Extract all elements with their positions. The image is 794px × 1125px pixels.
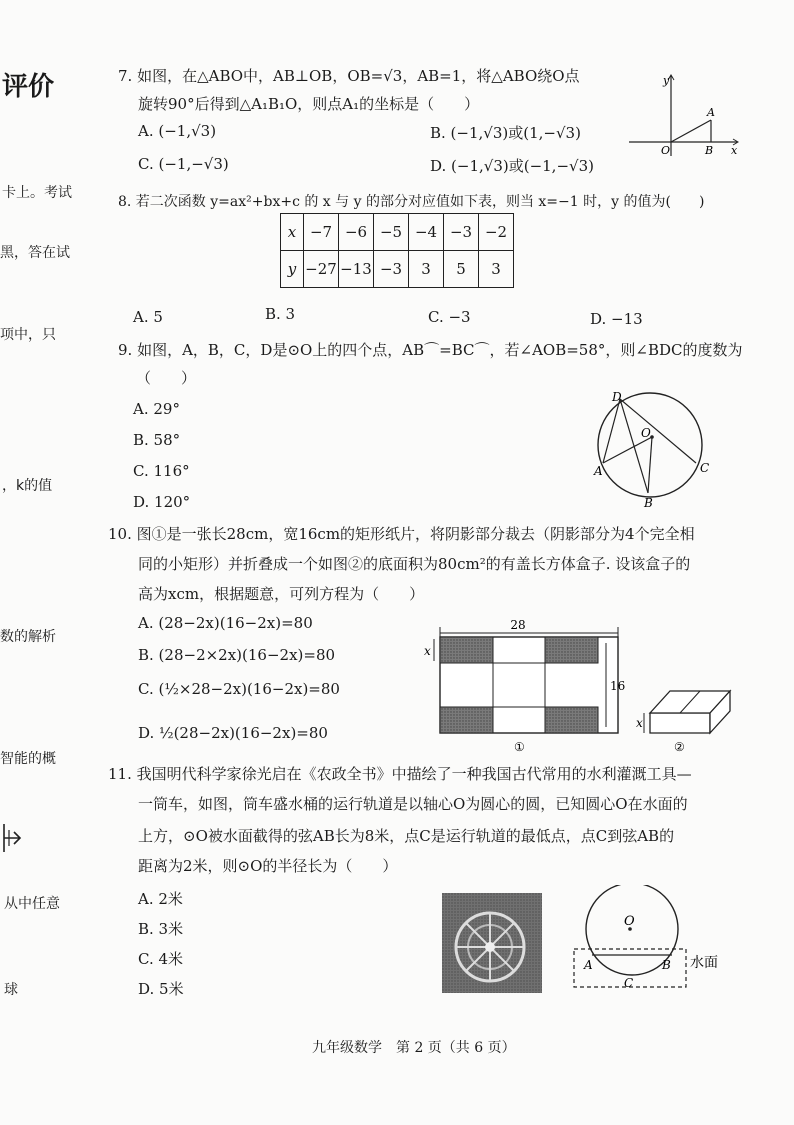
question-11-stem: 11. 我国明代科学家徐光启在《农政全书》中描绘了一种我国古代常用的水利灌溉工具— [108,765,692,783]
q7-fig-label-y: y [663,74,670,87]
question-11-stem-cont3: 距离为2米，则⊙O的半径长为（ ） [138,857,398,875]
table-cell: −3 [444,214,479,251]
table-row [281,251,514,288]
q9-option-a: A. 29° [133,400,180,418]
question-8-stem: 8. 若二次函数 y=ax²+bx+c 的 x 与 y 的部分对应值如下表，则当 x=−1 时，y 的值为( ) [118,194,705,210]
q7-coordinate-figure [625,70,745,160]
q7-fig-label-o: O [661,144,671,157]
q10-option-d: D. ½(28−2x)(16−2x)=80 [138,724,328,742]
page-footer: 九年级数学 第 2 页（共 6 页） [312,1040,516,1056]
q9-circle-figure [590,385,715,510]
sidebar-fragment: 智能的概 [0,751,56,767]
q8-option-a: A. 5 [133,308,163,326]
sidebar-fragment: 球 [4,982,18,998]
sidebar-fragment: 项中，只 [0,327,56,343]
q9-option-c: C. 116° [133,462,190,480]
table-cell: −5 [374,214,409,251]
table-cell: −3 [374,251,409,288]
sidebar-heading: 评价 [2,72,55,102]
table-cell: −2 [479,214,514,251]
table-cell: −27 [304,251,339,288]
waterwheel-photo [442,893,542,993]
q10-fig-x2: x [636,716,643,730]
q11-fig-label-b: B [662,958,671,972]
sidebar-fragment: 黑，答在试 [0,245,70,261]
table-cell: 5 [444,251,479,288]
q10-paper-box-figure [420,615,750,755]
table-cell: 3 [409,251,444,288]
q9-option-d: D. 120° [133,493,191,511]
question-10-stem-cont2: 高为xcm，根据题意，可列方程为（ ） [138,585,425,603]
q9-fig-label-d: D [612,390,622,404]
q8-option-c: C. −3 [428,308,471,326]
q10-fig-width: 16 [610,679,626,693]
q10-option-b: B. (28−2×2x)(16−2x)=80 [138,646,336,664]
question-7-stem-cont: 旋转90°后得到△A₁B₁O，则点A₁的坐标是（ ） [138,95,480,113]
q11-option-b: B. 3米 [138,920,184,938]
table-cell: −4 [409,214,444,251]
q10-fig-caption-2: ② [674,740,685,754]
q10-fig-x1: x [424,644,431,658]
q10-option-a: A. (28−2x)(16−2x)=80 [138,614,313,632]
q7-fig-label-a: A [707,106,715,119]
question-10-stem-cont: 同的小矩形）并折叠成一个如图②的底面积为80cm²的有盖长方体盒子. 设该盒子的 [138,555,691,573]
table-cell: y [281,251,304,288]
table-cell: −13 [339,251,374,288]
question-9-stem: 9. 如图，A，B，C，D是⊙O上的四个点，AB⌒=BC⌒，若∠AOB=58°，则∠BDC的度数为 [118,341,743,359]
q7-fig-label-x: x [731,144,738,157]
q7-fig-label-b: B [705,144,714,157]
table-cell: 3 [479,251,514,288]
q11-fig-label-o: O [624,914,635,929]
q10-fig-caption-1: ① [514,740,525,754]
q11-option-a: A. 2米 [138,890,183,908]
question-7-stem: 7. 如图，在△ABO中，AB⊥OB，OB=√3，AB=1，将△ABO绕O点 [118,67,580,85]
question-11-stem-cont: 一筒车，如图，筒车盛水桶的运行轨道是以轴心O为圆心的圆，已知圆心O在水面的 [138,795,688,813]
q9-fig-label-o: O [641,426,651,440]
q11-fig-label-a: A [584,958,593,972]
table-cell: −7 [304,214,339,251]
sidebar-fragment: ，k的值 [2,478,53,494]
q10-option-c: C. (½×28−2x)(16−2x)=80 [138,680,340,698]
q7-option-d: D. (−1,√3)或(−1,−√3) [430,157,594,175]
q9-fig-label-b: B [644,496,653,510]
sidebar-arrow-icon [0,818,30,858]
q11-circle-figure [570,885,750,995]
q7-option-b: B. (−1,√3)或(1,−√3) [430,124,581,142]
q9-fig-label-a: A [594,464,603,478]
sidebar-fragment: 从中任意 [4,896,60,912]
q7-option-c: C. (−1,−√3) [138,155,229,173]
q9-option-b: B. 58° [133,431,181,449]
q11-option-d: D. 5米 [138,980,184,998]
q7-option-a: A. (−1,√3) [138,122,217,140]
question-10-stem: 10. 图①是一张长28cm，宽16cm的矩形纸片，将阴影部分裁去（阴影部分为4个完全相 [108,525,695,543]
q11-fig-water-label: 水面 [690,955,718,971]
sidebar-fragment: 卡上。考试 [2,185,72,201]
q9-fig-label-c: C [700,461,710,475]
q8-value-table [280,213,514,288]
sidebar-fragment: 数的解析 [0,629,56,645]
table-cell: x [281,214,304,251]
q11-option-c: C. 4米 [138,950,184,968]
q8-option-d: D. −13 [590,310,643,328]
table-row [281,214,514,251]
q11-fig-label-c: C [624,976,634,990]
q8-option-b: B. 3 [265,305,296,323]
q10-fig-length: 28 [510,618,526,632]
table-cell: −6 [339,214,374,251]
question-11-stem-cont2: 上方，⊙O被水面截得的弦AB长为8米，点C是运行轨道的最低点，点C到弦AB的 [138,827,675,845]
question-9-stem-cont: （ ） [136,369,197,387]
